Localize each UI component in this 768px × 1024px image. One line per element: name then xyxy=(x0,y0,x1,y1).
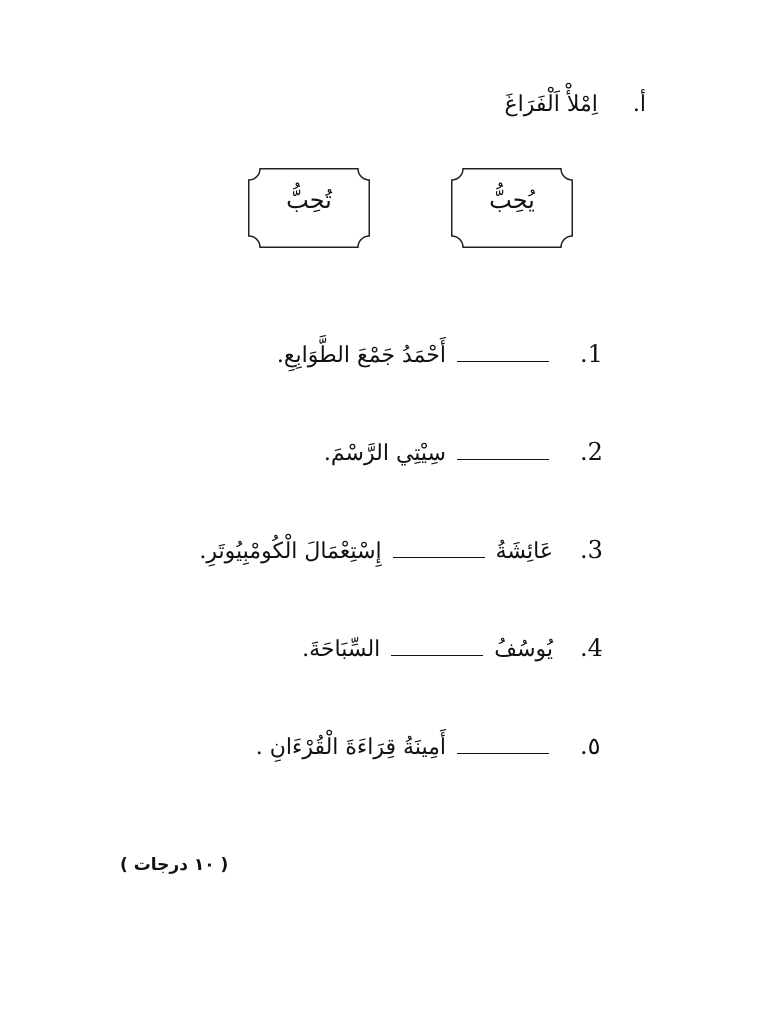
marks-label: ( ١٠ درجات ) xyxy=(120,855,229,875)
section-number: أ. xyxy=(632,92,646,117)
word-bank-word: يُحِبُّ xyxy=(489,186,535,214)
answer-blank[interactable] xyxy=(457,341,549,362)
question-text: أَمِينَةُ قِرَاءَةَ الْقُرْءَانِ . xyxy=(255,735,446,760)
question-number: 4. xyxy=(580,634,603,662)
section-title: اِمْلأْ اَلْفَرَاغَ xyxy=(504,92,598,117)
question-item xyxy=(277,340,610,368)
question-item xyxy=(324,438,610,466)
question-subject: عَائِشَةُ xyxy=(495,539,553,564)
question-subject: يُوسُفُ xyxy=(494,637,553,662)
answer-blank[interactable] xyxy=(393,537,485,558)
answer-blank[interactable] xyxy=(457,439,549,460)
question-text: أَحْمَدُ جَمْعَ الطَّوَابِعِ. xyxy=(276,343,446,368)
word-bank-box xyxy=(248,168,370,248)
question-text: سِيْتِي الرَّسْمَ. xyxy=(323,441,446,466)
section-heading xyxy=(505,92,646,117)
question-number: 3. xyxy=(580,536,603,564)
question-text: السِّبَاحَةَ. xyxy=(302,637,381,662)
question-text: إِسْتِعْمَالَ الْكُومْبِيُوتَرِ. xyxy=(199,539,382,564)
question-number: 2. xyxy=(580,438,603,466)
word-bank-box xyxy=(451,168,573,248)
question-item xyxy=(199,536,610,564)
question-number: 1. xyxy=(580,340,603,368)
question-item xyxy=(256,732,610,760)
answer-blank[interactable] xyxy=(391,635,483,656)
answer-blank[interactable] xyxy=(457,733,549,754)
question-item xyxy=(302,634,610,662)
word-bank-word: تُحِبُّ xyxy=(286,186,332,214)
question-number: ٥. xyxy=(580,732,601,760)
